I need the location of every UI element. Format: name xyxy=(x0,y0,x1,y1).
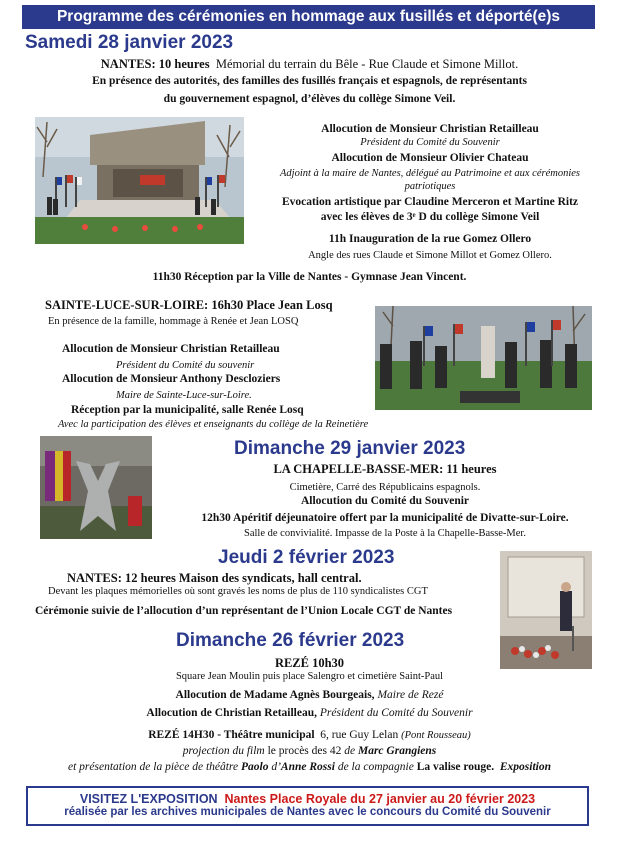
s1-role-chateau-line2: patriotiques xyxy=(404,181,456,192)
photo-maison-syndicats xyxy=(500,551,592,669)
s5-allocution-retailleau xyxy=(0,707,619,719)
s3-place: LA CHAPELLE-BASSE-MER: 11 heures xyxy=(273,462,497,476)
s1-place-desc: Mémorial du terrain du Bêle - Rue Claude et Simone Millot. xyxy=(215,57,519,71)
s5-theatre xyxy=(0,729,619,741)
s5-theatre-paren: (Pont Rousseau) xyxy=(401,730,471,741)
s5-pres-d: d’ xyxy=(271,761,281,773)
s5-proj-pre: projection du film xyxy=(182,745,265,757)
s1-role-retailleau: Président du Comité du Souvenir xyxy=(360,137,500,148)
date-heading-jeudi: Jeudi 2 février 2023 xyxy=(218,547,395,568)
s5-place: REZÉ 10h30 xyxy=(274,656,345,670)
s1-location-line xyxy=(0,57,619,72)
photo-memorial-bele xyxy=(35,117,244,244)
s5-desc: Square Jean Moulin puis place Salengro et cimetière Saint-Paul xyxy=(175,671,444,682)
s1-place-time: NANTES: 10 heures xyxy=(100,57,210,71)
date-heading-dimanche-26: Dimanche 26 février 2023 xyxy=(176,630,405,651)
s5-bourgeais-role: Maire de Rezé xyxy=(377,689,444,701)
s2-allocution-descloziers: Allocution de Monsieur Anthony Descloziers xyxy=(62,373,281,385)
date-heading-samedi: Samedi 28 janvier 2023 xyxy=(25,32,234,53)
s2-role-retailleau: Président du Comité du souvenir xyxy=(116,360,255,371)
s5-pres-pre: et présentation de la pièce de théâtre xyxy=(67,761,239,773)
s4-ceremonie: Cérémonie suivie de l’allocution d’un représentant de l’Union Locale CGT de Nantes xyxy=(35,605,453,617)
s5-pres-author: Anne Rossi xyxy=(280,761,335,773)
s5-proj-author: Marc Grangiens xyxy=(357,745,437,757)
footer-box xyxy=(26,786,589,826)
footer-line1 xyxy=(28,792,587,806)
s5-pres-cie: de la compagnie xyxy=(337,761,414,773)
s2-presence: En présence de la famille, hommage à Renée et Jean LOSQ xyxy=(48,316,299,327)
page-banner: Programme des cérémonies en hommage aux fusillés et déporté(e)s xyxy=(22,5,595,29)
s5-proj-de: de xyxy=(344,745,356,757)
s1-inauguration-desc: Angle des rues Claude et Simone Millot et Gomez Ollero. xyxy=(308,250,552,261)
s3-aperitif: 12h30 Apéritif déjeunatoire offert par la municipalité de Divatte-sur-Loire. xyxy=(201,512,569,524)
s5-pres-title: Paolo xyxy=(240,761,269,773)
s4-desc: Devant les plaques mémorielles où sont gravés les noms de plus de 110 syndicalistes CGT xyxy=(48,586,428,597)
s5-bourgeais-name: Allocution de Madame Agnès Bourgeais, xyxy=(175,689,375,701)
s3-allocution: Allocution du Comité du Souvenir xyxy=(300,495,470,507)
date-heading-dimanche-29: Dimanche 29 janvier 2023 xyxy=(234,438,466,459)
s2-role-descloziers: Maire de Sainte-Luce-sur-Loire. xyxy=(116,390,252,401)
photo-chapelle-basse-mer xyxy=(40,436,152,539)
s1-evocation-line2: avec les élèves de 3ᵉ D du collège Simone Veil xyxy=(320,211,540,223)
footer-line2: réalisée par les archives municipales de Nantes avec le concours du Comité du Souvenir xyxy=(64,806,551,818)
s4-place: NANTES: 12 heures Maison des syndicats, hall central. xyxy=(67,571,362,585)
s3-desc: Cimetière, Carré des Républicains espagnols. xyxy=(289,482,481,493)
s1-presence-line1: En présence des autorités, des familles des fusillés français et espagnols, de représentants xyxy=(92,75,527,87)
s5-retailleau-role: Président du Comité du Souvenir xyxy=(319,707,473,719)
s5-presentation xyxy=(0,761,619,773)
photo-sainte-luce xyxy=(375,306,592,410)
s5-allocution-bourgeais xyxy=(0,689,619,701)
s1-evocation-line1: Evocation artistique par Claudine Merceron et Martine Ritz xyxy=(281,196,579,208)
s1-reception: 11h30 Réception par la Ville de Nantes - Gymnase Jean Vincent. xyxy=(152,271,467,283)
s5-theatre-bold: REZÉ 14H30 - Théâtre municipal xyxy=(148,729,315,741)
s3-salle: Salle de convivialité. Impasse de la Poste à la Chapelle-Basse-Mer. xyxy=(244,528,526,539)
s5-pres-cie-name: La valise rouge. xyxy=(416,761,495,773)
s5-pres-expo: Exposition xyxy=(499,761,552,773)
footer-dates: Nantes Place Royale du 27 janvier au 20 février 2023 xyxy=(224,792,536,806)
s5-theatre-addr: 6, rue Guy Lelan xyxy=(320,729,399,741)
s5-proj-title: le procès des 42 xyxy=(267,745,342,757)
s2-place: SAINTE-LUCE-SUR-LOIRE: 16h30 Place Jean Losq xyxy=(45,298,333,312)
s5-retailleau-name: Allocution de Christian Retailleau, xyxy=(146,707,318,719)
s1-allocution-retailleau: Allocution de Monsieur Christian Retailleau xyxy=(321,123,539,135)
s2-allocution-retailleau: Allocution de Monsieur Christian Retailleau xyxy=(62,343,280,355)
footer-visitez: VISITEZ L'EXPOSITION xyxy=(79,792,218,806)
s1-presence-line2: du gouvernement espagnol, d’élèves du collège Simone Veil. xyxy=(163,93,456,105)
s1-role-chateau-line1: Adjoint à la maire de Nantes, délégué au Patrimoine et aux cérémonies xyxy=(280,168,580,179)
s1-allocution-chateau: Allocution de Monsieur Olivier Chateau xyxy=(331,152,529,164)
s2-reception: Réception par la municipalité, salle Renée Losq xyxy=(71,404,304,416)
s2-participation: Avec la participation des élèves et enseignants du collège de la Reinetière xyxy=(58,419,369,430)
s5-projection xyxy=(0,745,619,757)
s1-inauguration: 11h Inauguration de la rue Gomez Ollero xyxy=(328,233,532,245)
